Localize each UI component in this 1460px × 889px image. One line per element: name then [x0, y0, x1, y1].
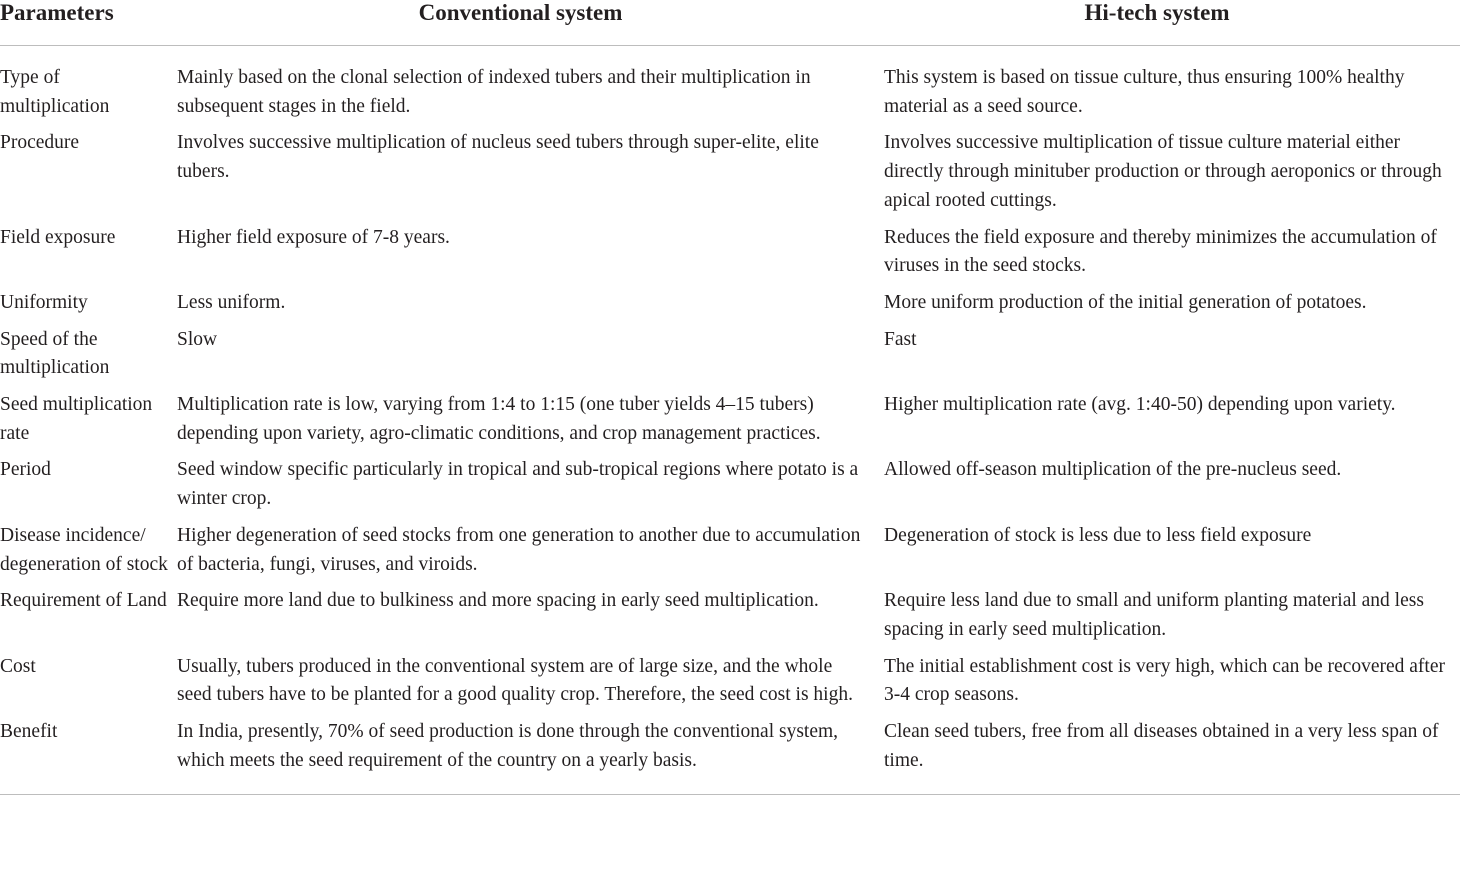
table-row: [0, 718, 1460, 795]
conventional-cell: Higher degeneration of seed stocks from one generation to another due to accumulation of bacteria, fungi, viruses, and viroids.: [177, 524, 861, 575]
table-row: [0, 289, 1460, 326]
parameter-cell: Period: [0, 459, 51, 481]
hitech-cell: Involves successive multiplication of tissue culture material either directly through minituber production or through aeroponics or through apical rooted cuttings.: [884, 132, 1442, 211]
header-hitech-system: Hi-tech system: [884, 0, 1460, 46]
parameter-cell: Cost: [0, 655, 36, 677]
hitech-cell: The initial establishment cost is very high, which can be recovered after 3-4 crop seasons.: [884, 655, 1445, 706]
table-header-row: [0, 0, 1460, 46]
hitech-cell: Clean seed tubers, free from all diseases obtained in a very less span of time.: [884, 718, 1460, 795]
table-row: [0, 391, 1460, 456]
parameter-cell: Field exposure: [0, 226, 116, 248]
hitech-cell: More uniform production of the initial generation of potatoes.: [884, 291, 1367, 313]
conventional-cell: Involves successive multiplication of nucleus seed tubers through super-elite, elite tubers.: [177, 132, 819, 183]
header-parameters: Parameters: [0, 0, 177, 46]
conventional-cell: In India, presently, 70% of seed production is done through the conventional system, which meets the seed requirement of the country on a yearly basis.: [177, 718, 884, 795]
parameter-cell: Speed of the multiplication: [0, 328, 110, 379]
table-row: [0, 522, 1460, 587]
table-row: [0, 129, 1460, 223]
conventional-cell: Less uniform.: [177, 291, 286, 313]
hitech-cell: Degeneration of stock is less due to less field exposure: [884, 524, 1312, 546]
parameter-cell: Disease incidence/ degeneration of stock: [0, 524, 168, 575]
conventional-cell: Require more land due to bulkiness and more spacing in early seed multiplication.: [177, 590, 819, 612]
conventional-cell: Mainly based on the clonal selection of indexed tubers and their multiplication in subsequent stages in the field.: [177, 67, 811, 117]
hitech-cell: This system is based on tissue culture, thus ensuring 100% healthy material as a seed source.: [884, 67, 1405, 117]
parameter-cell: Type of multiplication: [0, 67, 110, 117]
hitech-cell: Higher multiplication rate (avg. 1:40-50) depending upon variety.: [884, 394, 1396, 416]
table-row: [0, 326, 1460, 391]
conventional-cell: Higher field exposure of 7-8 years.: [177, 226, 450, 248]
hitech-cell: Fast: [884, 328, 917, 350]
hitech-cell: Allowed off-season multiplication of the pre-nucleus seed.: [884, 459, 1342, 481]
table-row: [0, 587, 1460, 652]
table-row: [0, 456, 1460, 521]
conventional-cell: Slow: [177, 328, 218, 350]
table-row: [0, 653, 1460, 718]
parameter-cell: Benefit: [0, 718, 177, 795]
conventional-cell: Usually, tubers produced in the conventional system are of large size, and the whole seed tubers have to be planted for a good quality crop. Therefore, the seed cost is high.: [177, 655, 853, 706]
parameter-cell: Requirement of Land: [0, 590, 167, 612]
table-row: [0, 224, 1460, 289]
conventional-cell: Seed window specific particularly in tropical and sub-tropical regions where potato is a winter crop.: [177, 459, 859, 510]
hitech-cell: Reduces the field exposure and thereby minimizes the accumulation of viruses in the seed stocks.: [884, 226, 1437, 277]
parameter-cell: Procedure: [0, 132, 80, 154]
parameter-cell: Uniformity: [0, 291, 88, 313]
conventional-cell: Multiplication rate is low, varying from 1:4 to 1:15 (one tuber yields 4–15 tubers) depending upon variety, agro-climatic conditions, and crop management practices.: [177, 394, 821, 444]
table-row: [0, 46, 1460, 130]
header-conventional-system: Conventional system: [177, 0, 884, 46]
parameter-cell: Seed multiplication rate: [0, 394, 153, 444]
hitech-cell: Require less land due to small and uniform planting material and less spacing in early seed multiplication.: [884, 590, 1424, 640]
